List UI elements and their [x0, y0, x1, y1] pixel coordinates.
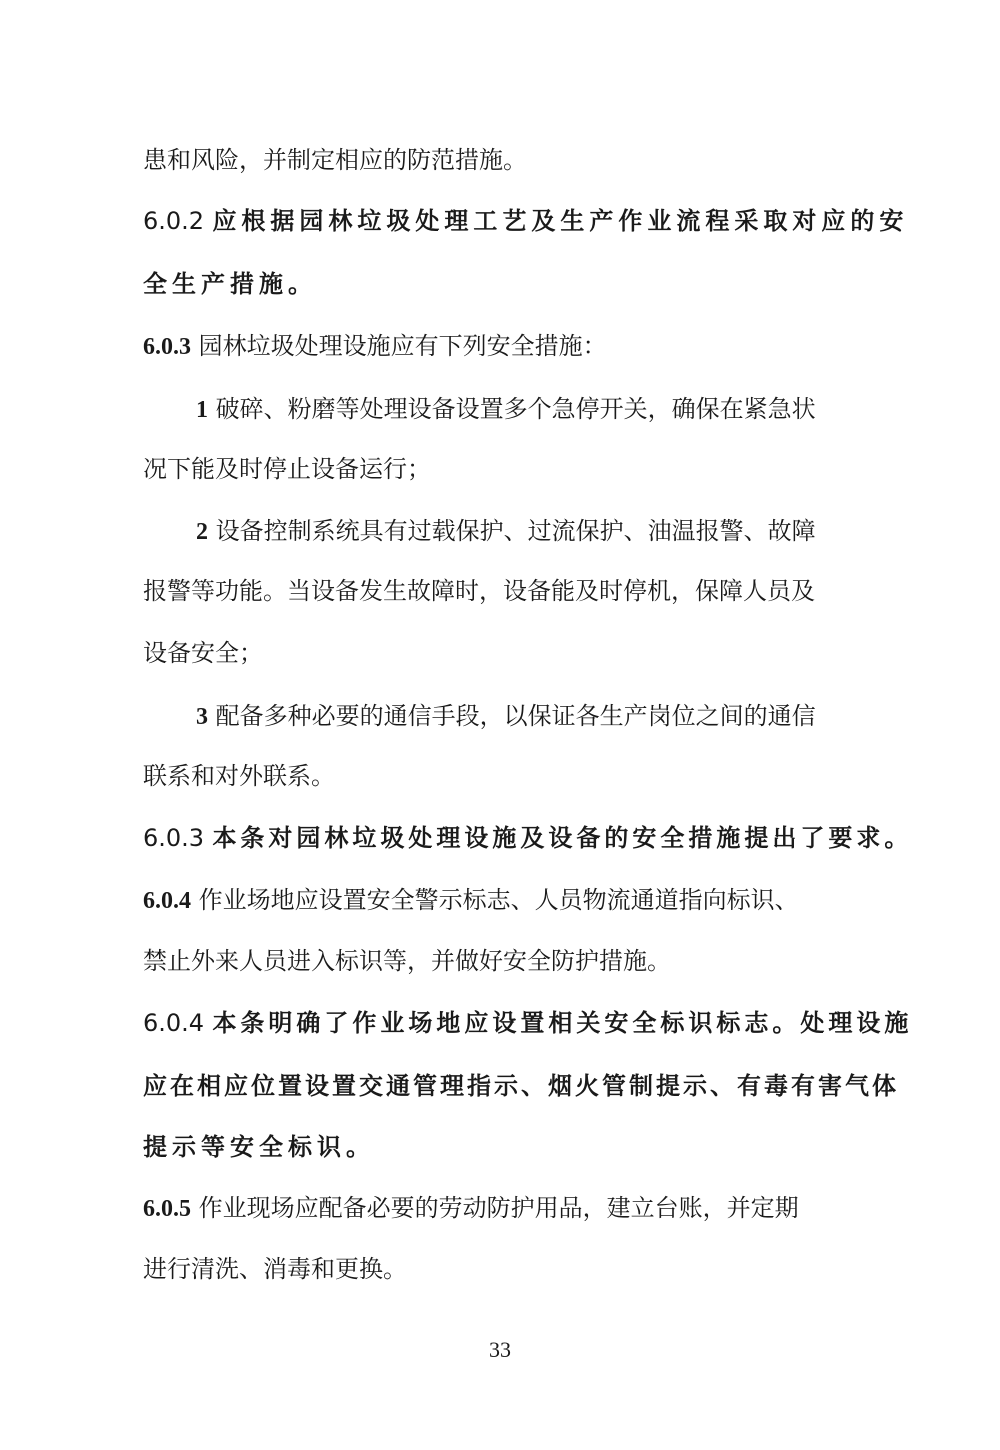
clause-6-0-5-line2 [143, 1249, 873, 1289]
clause-number: 6.0.4 [143, 888, 191, 914]
commentary-text: 应根据园林垃圾处理工艺及生产作业流程采取对应的安 [212, 207, 909, 235]
commentary-text: 本条对园林垃圾处理设施及设备的安全措施提出了要求。 [212, 824, 913, 852]
item-text: 破碎、粉磨等处理设备设置多个急停开关，确保在紧急状 [215, 395, 816, 423]
clause-number: 6.0.3 [143, 824, 205, 852]
commentary-6-0-3 [143, 818, 913, 858]
commentary-text: 提示等安全标识。 [143, 1133, 375, 1161]
item-text: 配备多种必要的通信手段，以保证各生产岗位之间的通信 [215, 702, 816, 730]
item-text: 联系和对外联系。 [143, 762, 335, 790]
clause-text: 进行清洗、消毒和更换。 [143, 1255, 407, 1283]
commentary-text: 全生产措施。 [143, 270, 317, 298]
item-2-line1 [196, 511, 873, 551]
clause-number: 6.0.3 [143, 334, 191, 360]
clause-text: 园林垃圾处理设施应有下列安全措施： [198, 332, 607, 360]
item-2-line3 [143, 633, 873, 673]
clause-number: 6.0.4 [143, 1009, 205, 1037]
item-text: 设备安全； [143, 639, 263, 667]
item-text: 况下能及时停止设备运行； [143, 455, 431, 483]
text-line [143, 140, 873, 180]
item-3-line2 [143, 756, 873, 796]
clause-text: 禁止外来人员进入标识等，并做好安全防护措施。 [143, 947, 671, 975]
item-number: 2 [196, 519, 208, 545]
clause-text: 作业场地应设置安全警示标志、人员物流通道指向标识、 [198, 886, 799, 914]
item-3-line1 [196, 696, 873, 736]
commentary-6-0-2-line2 [143, 264, 873, 304]
clause-6-0-5-line1 [143, 1188, 873, 1228]
clause-text: 作业现场应配备必要的劳动防护用品，建立台账，并定期 [198, 1194, 799, 1222]
item-text: 报警等功能。当设备发生故障时，设备能及时停机，保障人员及 [143, 577, 815, 605]
item-1-line1 [196, 389, 873, 429]
commentary-6-0-4-line1 [143, 1003, 913, 1043]
page-number: 33 [489, 1337, 511, 1362]
commentary-6-0-4-line2 [143, 1066, 899, 1106]
clause-6-0-3 [143, 326, 873, 366]
clause-6-0-4-line1 [143, 880, 873, 920]
item-number: 1 [196, 397, 208, 423]
item-1-line2 [143, 449, 873, 489]
commentary-6-0-2-line1 [143, 201, 909, 241]
commentary-6-0-4-line3 [143, 1127, 873, 1167]
item-number: 3 [196, 704, 208, 730]
commentary-text: 本条明确了作业场地应设置相关安全标识标志。处理设施 [212, 1009, 913, 1037]
clause-number: 6.0.2 [143, 207, 205, 235]
item-2-line2 [143, 571, 873, 611]
commentary-text: 应在相应位置设置交通管理指示、烟火管制提示、有毒有害气体 [143, 1072, 899, 1100]
paragraph-text: 患和风险，并制定相应的防范措施。 [143, 146, 527, 174]
clause-6-0-4-line2 [143, 941, 873, 981]
clause-number: 6.0.5 [143, 1196, 191, 1222]
item-text: 设备控制系统具有过载保护、过流保护、油温报警、故障 [215, 517, 816, 545]
